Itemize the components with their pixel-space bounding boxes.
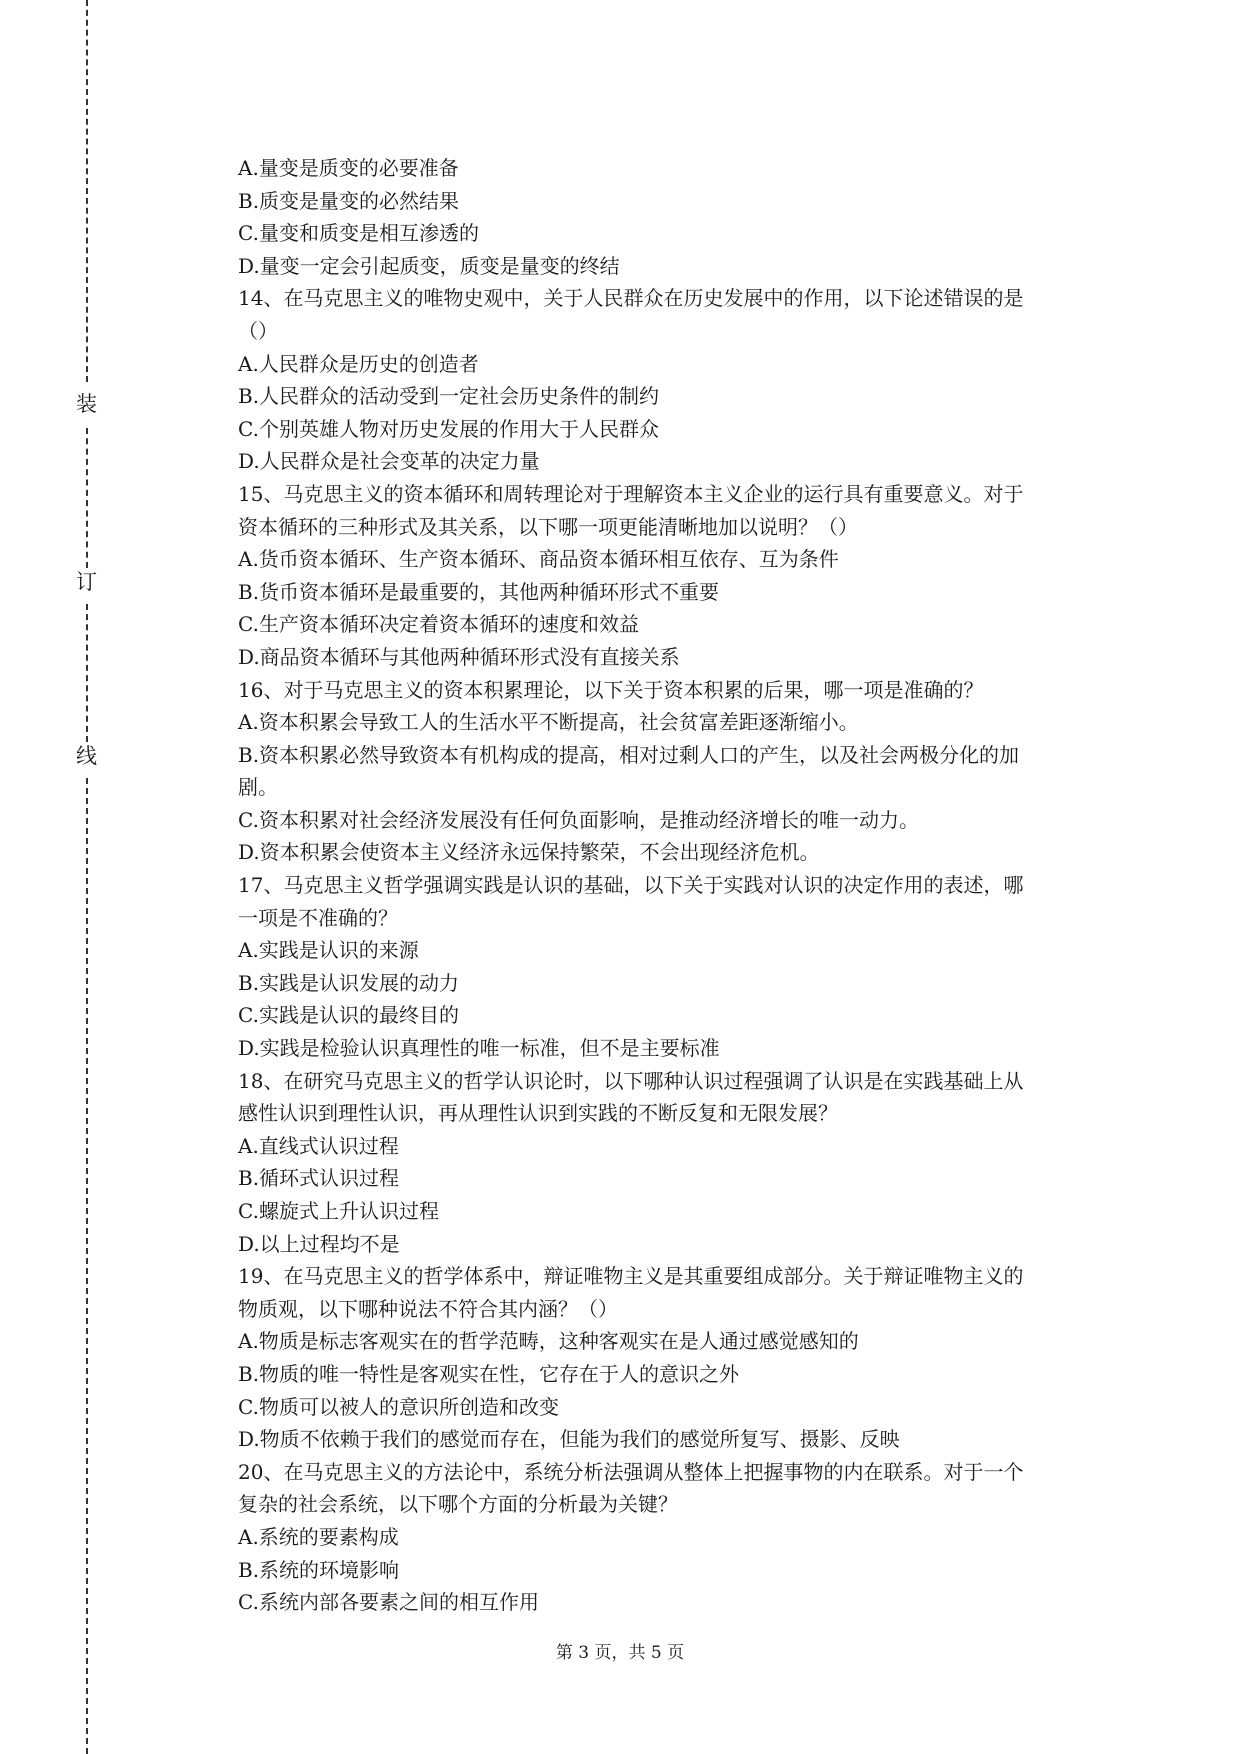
option-line: B.质变是量变的必然结果: [238, 188, 460, 213]
question-body: [238, 152, 1098, 1619]
question-line: 15、马克思主义的资本循环和周转理论对于理解资本主义企业的运行具有重要意义。对于: [238, 481, 1024, 506]
option-line: C.个别英雄人物对历史发展的作用大于人民群众: [238, 416, 659, 441]
binding-dashed-line: [86, 428, 88, 568]
option-line: D.量变一定会引起质变，质变是量变的终结: [238, 253, 620, 278]
option-line: B.循环式认识过程: [238, 1166, 400, 1191]
option-line: B.货币资本循环是最重要的，其他两种循环形式不重要: [238, 579, 720, 604]
option-line: B.系统的环境影响: [238, 1557, 400, 1582]
question-line: 20、在马克思主义的方法论中，系统分析法强调从整体上把握事物的内在联系。对于一个: [238, 1459, 1024, 1484]
question-line: 19、在马克思主义的哲学体系中，辩证唯物主义是其重要组成部分。关于辩证唯物主义的: [238, 1264, 1024, 1289]
option-line: 剧。: [238, 775, 278, 800]
option-line: C.系统内部各要素之间的相互作用: [238, 1590, 539, 1615]
option-line: A.量变是质变的必要准备: [238, 156, 459, 180]
question-line: 一项是不准确的？: [238, 905, 398, 930]
option-line: A.系统的要素构成: [238, 1524, 399, 1549]
option-line: A.直线式认识过程: [238, 1133, 399, 1158]
page-footer: 第 3 页，共 5 页: [555, 1643, 685, 1663]
option-line: A.物质是标志客观实在的哲学范畴，这种客观实在是人通过感觉感知的: [238, 1329, 859, 1354]
binding-char-ding: 订: [76, 570, 97, 594]
binding-char-zhuang: 装: [76, 392, 97, 416]
question-line: 物质观，以下哪种说法不符合其内涵？（）: [238, 1296, 618, 1321]
question-line: 资本循环的三种形式及其关系，以下哪一项更能清晰地加以说明？（）: [238, 514, 858, 539]
option-line: D.实践是检验认识真理性的唯一标准，但不是主要标准: [238, 1036, 720, 1061]
option-line: A.实践是认识的来源: [238, 938, 419, 963]
question-line: 感性认识到理性认识，再从理性认识到实践的不断反复和无限发展？: [238, 1101, 838, 1126]
question-line: 18、在研究马克思主义的哲学认识论时，以下哪种认识过程强调了认识是在实践基础上从: [238, 1068, 1024, 1093]
binding-dashed-line: [86, 778, 88, 1754]
option-line: C.资本积累对社会经济发展没有任何负面影响，是推动经济增长的唯一动力。: [238, 807, 919, 832]
option-line: A.人民群众是历史的创造者: [238, 351, 479, 376]
option-line: C.物质可以被人的意识所创造和改变: [238, 1394, 559, 1419]
binding-dashed-line: [86, 604, 88, 742]
option-line: D.人民群众是社会变革的决定力量: [238, 449, 540, 474]
option-line: A.资本积累会导致工人的生活水平不断提高，社会贫富差距逐渐缩小。: [238, 710, 859, 735]
option-line: D.商品资本循环与其他两种循环形式没有直接关系: [238, 644, 680, 669]
option-line: C.生产资本循环决定着资本循环的速度和效益: [238, 612, 639, 637]
question-line: 复杂的社会系统，以下哪个方面的分析最为关键？: [238, 1492, 678, 1517]
option-line: D.以上过程均不是: [238, 1231, 400, 1256]
binding-dashed-line: [86, 0, 88, 382]
option-line: A.货币资本循环、生产资本循环、商品资本循环相互依存、互为条件: [238, 547, 839, 572]
option-line: D.物质不依赖于我们的感觉而存在，但能为我们的感觉所复写、摄影、反映: [238, 1427, 900, 1452]
option-line: C.螺旋式上升认识过程: [238, 1199, 439, 1223]
question-line: （）: [238, 318, 278, 343]
option-line: B.资本积累必然导致资本有机构成的提高，相对过剩人口的产生，以及社会两极分化的加: [238, 742, 1020, 767]
question-line: 16、对于马克思主义的资本积累理论，以下关于资本积累的后果，哪一项是准确的？: [238, 677, 984, 702]
question-line: 14、在马克思主义的唯物史观中，关于人民群众在历史发展中的作用，以下论述错误的是: [238, 286, 1024, 311]
option-line: B.人民群众的活动受到一定社会历史条件的制约: [238, 384, 660, 409]
binding-char-xian: 线: [76, 744, 97, 768]
option-line: B.实践是认识发展的动力: [238, 970, 460, 995]
option-line: C.实践是认识的最终目的: [238, 1003, 459, 1028]
question-line: 17、马克思主义哲学强调实践是认识的基础，以下关于实践对认识的决定作用的表述，哪: [238, 873, 1024, 898]
option-line: B.物质的唯一特性是客观实在性，它存在于人的意识之外: [238, 1361, 740, 1386]
option-line: C.量变和质变是相互渗透的: [238, 221, 479, 246]
option-line: D.资本积累会使资本主义经济永远保持繁荣，不会出现经济危机。: [238, 840, 820, 865]
